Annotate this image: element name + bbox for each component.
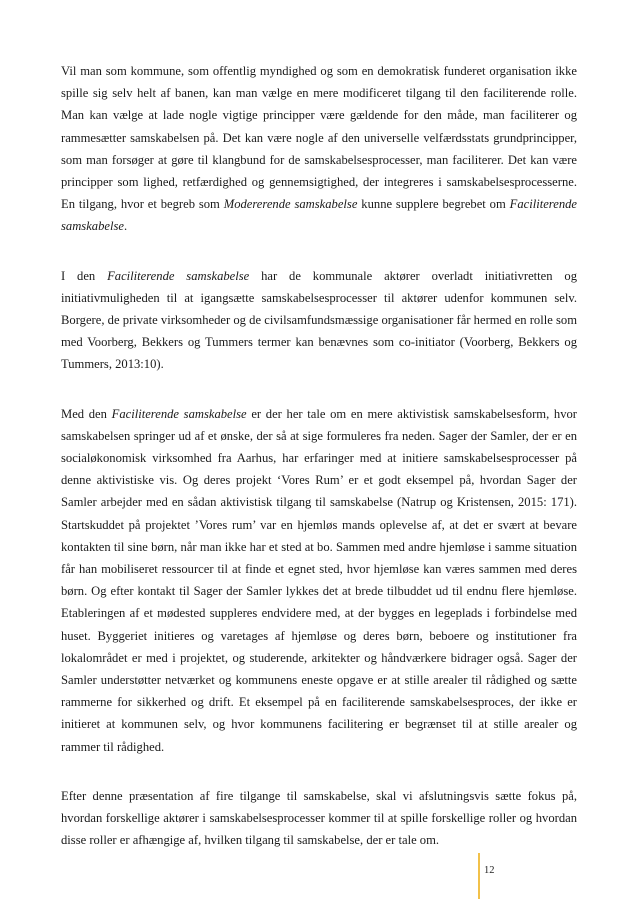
text-run: Efter denne præsentation af fire tilgange til samskabelse, skal vi afslutningsvis sætte fokus på, hvordan forskellige aktører i samskabelsesprocesser kommer til at spille forskellige roller og hvordan disse roller er afhængige af, hvilken tilgang til samskabelse, der er tale om. xyxy=(61,788,577,848)
text-run: I den xyxy=(61,268,108,283)
italic-term: Modererende samskabelse xyxy=(223,197,358,212)
italic-term: Faciliterende samskabelse xyxy=(111,406,247,421)
text-run: har de kommunale aktører overladt initiativretten og initiativmuligheden til at igangsætte samskabelsesprocesser til aktører udenfor kommunen selv. Borgere, de private virksomheder og de civilsamfundsmæssige organisationer får hermed en rolle som med Voorberg, Bekkers og Tummers termer kan benævnes som co-initiator (Voorberg, Bekkers og Tummers, 2013:10). xyxy=(61,268,577,372)
page-number: 12 xyxy=(484,865,495,876)
paragraph-3 xyxy=(61,403,577,758)
document-body xyxy=(61,60,577,879)
paragraph-1 xyxy=(61,60,577,238)
italic-term: Faciliterende samskabelse xyxy=(107,268,250,283)
footer-divider xyxy=(478,853,480,899)
text-run: er der her tale om en mere aktivistisk samskabelsesform, hvor samskabelsen springer ud af et ønske, der så at sige formuleres fra neden. Sager der Samler, der er en socialøkonomisk virksomhed fra Aarhus, har erfaringer med at initiere samskabelsesprocesser på denne aktivistiske vis. Og deres projekt ‘Vores Rum’ er et godt eksempel på, hvordan Sager der Samler arbejder med en sådan aktivistisk tilgang til samskabelse (Natrup og Kristensen, 2015: 171). Startskuddet på projektet ’Vores rum’ var en hjemløs mands oplevelse af, at det er svært at bevare kontakten til sine børn, når man ikke har et sted at bo. Sammen med andre hjemløse i samme situation får han mobiliseret ressourcer til at finde et egnet sted, hvor hjemløse kan væres sammen med deres børn. Og efter kontakt til Sager der Samler lykkes det at brede tilbuddet ud til endnu flere hjemløse. Etableringen af et mødested suppleres endvidere med, at der bygges en legeplads i forbindelse med huset. Byggeriet initieres og varetages af hjemløse og deres børn, beboere og institutioner fra lokalområdet er med i projektet, og studerende, arkitekter og håndværkere bidrager også. Sager der Samler understøtter netværket og kommunens eneste opgave er at stille arealer til rådighed og sætte rammerne for sikkerhed og drift. Et eksempel på en faciliterende samskabelsesproces, der ikke er initieret at kommunen selv, og hvor kommunens facilitering er begrænset til at stille arealer og rammer til rådighed. xyxy=(61,406,577,754)
paragraph-4 xyxy=(61,785,577,852)
text-run: Med den xyxy=(61,406,112,421)
page-footer xyxy=(478,853,538,899)
text-run: . xyxy=(123,219,128,234)
paragraph-2 xyxy=(61,265,577,376)
text-run: Vil man som kommune, som offentlig myndighed og som en demokratisk funderet organisation ikke spille sig selv helt af banen, kan man vælge en mere modificeret tilgang til den faciliterende rolle. Man kan vælge at lade nogle vigtige principper være gældende for den måde, man faciliterer og rammesætter samskabelsen på. Det kan være nogle af den universelle velfærdsstats grundprincipper, som man forsøger at gøre til klangbund for de samskabelsesprocesser, man faciliterer. Det kan være principper som lighed, retfærdighed og gennemsigtighed, der integreres i samskabelsesprocesserne. En tilgang, hvor et begreb som xyxy=(61,64,577,212)
italic-term: Faciliterende samskabelse xyxy=(61,197,577,234)
text-run: kunne supplere begrebet om xyxy=(357,197,510,212)
